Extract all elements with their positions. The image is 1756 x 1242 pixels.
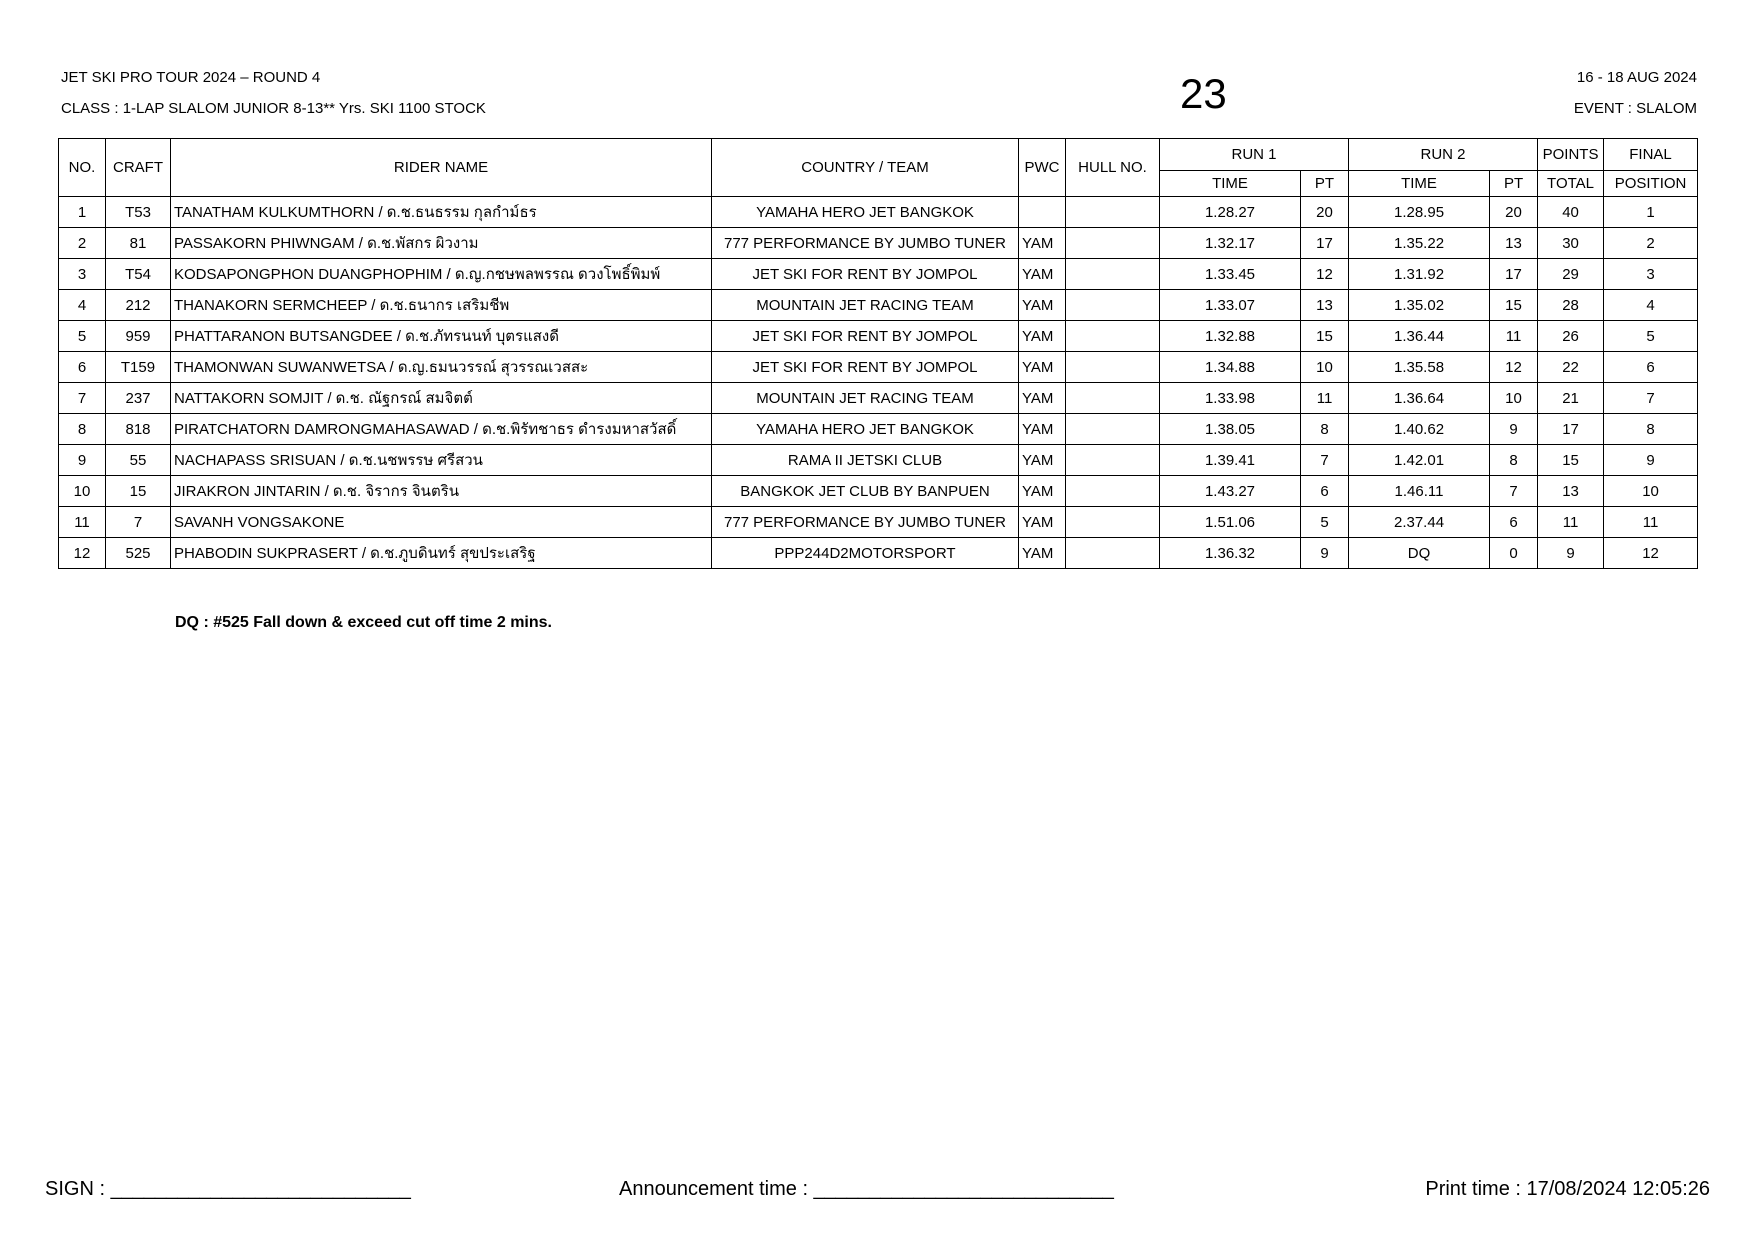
cell-hull: [1066, 228, 1160, 259]
cell-pwc: YAM: [1019, 538, 1066, 569]
event-dates: 16 - 18 AUG 2024: [1576, 69, 1697, 86]
table-row: [59, 259, 1698, 290]
header-country-team: COUNTRY / TEAM: [712, 139, 1019, 197]
cell-run2-time: 1.28.95: [1349, 197, 1490, 228]
header-points: POINTS: [1538, 139, 1604, 171]
cell-run2-time: 1.40.62: [1349, 414, 1490, 445]
table-row: [59, 290, 1698, 321]
cell-run2-time: 1.36.64: [1349, 383, 1490, 414]
cell-total: 30: [1538, 228, 1604, 259]
cell-rider: PHABODIN SUKPRASERT / ด.ช.ภูบดินทร์ สุขประเสริฐ: [171, 538, 712, 569]
cell-craft: 15: [106, 476, 171, 507]
cell-team: JET SKI FOR RENT BY JOMPOL: [712, 259, 1019, 290]
table-row: [59, 445, 1698, 476]
cell-rider: PASSAKORN PHIWNGAM / ด.ช.พัสกร ผิวงาม: [171, 228, 712, 259]
cell-run2-pt: 17: [1490, 259, 1538, 290]
table-row: [59, 414, 1698, 445]
header-position: POSITION: [1604, 171, 1698, 197]
cell-total: 9: [1538, 538, 1604, 569]
cell-no: 10: [59, 476, 106, 507]
cell-run2-time: 1.42.01: [1349, 445, 1490, 476]
cell-rider: PIRATCHATORN DAMRONGMAHASAWAD / ด.ช.พิรัทชาธร ดำรงมหาสวัสดิ์: [171, 414, 712, 445]
cell-no: 4: [59, 290, 106, 321]
cell-run1-time: 1.28.27: [1160, 197, 1301, 228]
cell-position: 9: [1604, 445, 1698, 476]
cell-craft: 7: [106, 507, 171, 538]
cell-run2-pt: 7: [1490, 476, 1538, 507]
cell-position: 6: [1604, 352, 1698, 383]
cell-run2-pt: 0: [1490, 538, 1538, 569]
cell-run2-pt: 9: [1490, 414, 1538, 445]
header-run-1: RUN 1: [1160, 139, 1349, 171]
cell-position: 3: [1604, 259, 1698, 290]
table-row: [59, 352, 1698, 383]
cell-no: 7: [59, 383, 106, 414]
cell-run1-time: 1.34.88: [1160, 352, 1301, 383]
cell-run1-time: 1.33.98: [1160, 383, 1301, 414]
cell-rider: NATTAKORN SOMJIT / ด.ช. ณัฐกรณ์ สมจิตต์: [171, 383, 712, 414]
cell-total: 22: [1538, 352, 1604, 383]
cell-total: 29: [1538, 259, 1604, 290]
table-row: [59, 197, 1698, 228]
cell-hull: [1066, 414, 1160, 445]
cell-position: 4: [1604, 290, 1698, 321]
cell-run1-time: 1.38.05: [1160, 414, 1301, 445]
cell-no: 11: [59, 507, 106, 538]
cell-craft: 818: [106, 414, 171, 445]
cell-craft: 212: [106, 290, 171, 321]
cell-run2-pt: 6: [1490, 507, 1538, 538]
cell-position: 8: [1604, 414, 1698, 445]
cell-craft: T53: [106, 197, 171, 228]
header-hull-no: HULL NO.: [1066, 139, 1160, 197]
cell-team: JET SKI FOR RENT BY JOMPOL: [712, 352, 1019, 383]
event-title: JET SKI PRO TOUR 2024 – ROUND 4: [61, 69, 321, 86]
cell-rider: JIRAKRON JINTARIN / ด.ช. จิรากร จินตริน: [171, 476, 712, 507]
cell-no: 1: [59, 197, 106, 228]
cell-team: MOUNTAIN JET RACING TEAM: [712, 383, 1019, 414]
cell-craft: 55: [106, 445, 171, 476]
cell-team: RAMA II JETSKI CLUB: [712, 445, 1019, 476]
cell-hull: [1066, 259, 1160, 290]
print-time: Print time : 17/08/2024 12:05:26: [1425, 1178, 1710, 1200]
cell-hull: [1066, 538, 1160, 569]
cell-total: 21: [1538, 383, 1604, 414]
cell-pwc: YAM: [1019, 321, 1066, 352]
sign-line: SIGN : ___________________________: [45, 1178, 411, 1200]
cell-pwc: YAM: [1019, 259, 1066, 290]
cell-craft: 237: [106, 383, 171, 414]
cell-team: 777 PERFORMANCE BY JUMBO TUNER: [712, 228, 1019, 259]
cell-pwc: YAM: [1019, 445, 1066, 476]
cell-position: 2: [1604, 228, 1698, 259]
cell-no: 12: [59, 538, 106, 569]
cell-craft: 959: [106, 321, 171, 352]
table-row: [59, 228, 1698, 259]
cell-run1-pt: 17: [1301, 228, 1349, 259]
cell-run1-time: 1.36.32: [1160, 538, 1301, 569]
cell-no: 6: [59, 352, 106, 383]
header-run2-pt: PT: [1490, 171, 1538, 197]
cell-run2-pt: 15: [1490, 290, 1538, 321]
cell-team: BANGKOK JET CLUB BY BANPUEN: [712, 476, 1019, 507]
cell-run1-time: 1.51.06: [1160, 507, 1301, 538]
cell-run2-pt: 20: [1490, 197, 1538, 228]
cell-team: 777 PERFORMANCE BY JUMBO TUNER: [712, 507, 1019, 538]
cell-run1-pt: 11: [1301, 383, 1349, 414]
cell-position: 11: [1604, 507, 1698, 538]
cell-run2-time: 1.36.44: [1349, 321, 1490, 352]
cell-hull: [1066, 476, 1160, 507]
cell-team: YAMAHA HERO JET BANGKOK: [712, 197, 1019, 228]
header-rider-name: RIDER NAME: [171, 139, 712, 197]
cell-run1-pt: 20: [1301, 197, 1349, 228]
cell-hull: [1066, 321, 1160, 352]
cell-run1-time: 1.32.17: [1160, 228, 1301, 259]
cell-rider: KODSAPONGPHON DUANGPHOPHIM / ด.ญ.กชษพลพรรณ ดวงโพธิ์พิมพ์: [171, 259, 712, 290]
cell-craft: 81: [106, 228, 171, 259]
cell-total: 13: [1538, 476, 1604, 507]
header-run-2: RUN 2: [1349, 139, 1538, 171]
class-line: CLASS : 1-LAP SLALOM JUNIOR 8-13** Yrs. SKI 1100 STOCK: [61, 100, 486, 117]
cell-run1-pt: 8: [1301, 414, 1349, 445]
cell-run1-time: 1.43.27: [1160, 476, 1301, 507]
cell-run1-time: 1.33.45: [1160, 259, 1301, 290]
cell-rider: SAVANH VONGSAKONE: [171, 507, 712, 538]
table-row: [59, 321, 1698, 352]
table-row: [59, 538, 1698, 569]
cell-hull: [1066, 352, 1160, 383]
cell-total: 17: [1538, 414, 1604, 445]
cell-total: 26: [1538, 321, 1604, 352]
cell-total: 11: [1538, 507, 1604, 538]
cell-no: 2: [59, 228, 106, 259]
announcement-time-line: Announcement time : ___________________________: [619, 1178, 1114, 1200]
cell-run1-pt: 12: [1301, 259, 1349, 290]
cell-run1-pt: 10: [1301, 352, 1349, 383]
cell-hull: [1066, 445, 1160, 476]
table-row: [59, 476, 1698, 507]
cell-no: 5: [59, 321, 106, 352]
cell-position: 10: [1604, 476, 1698, 507]
cell-craft: T54: [106, 259, 171, 290]
cell-craft: 525: [106, 538, 171, 569]
cell-pwc: YAM: [1019, 476, 1066, 507]
page-number: 23: [1180, 70, 1227, 117]
cell-run1-time: 1.33.07: [1160, 290, 1301, 321]
cell-hull: [1066, 507, 1160, 538]
cell-pwc: YAM: [1019, 228, 1066, 259]
cell-total: 28: [1538, 290, 1604, 321]
cell-pwc: YAM: [1019, 290, 1066, 321]
cell-run2-pt: 11: [1490, 321, 1538, 352]
cell-hull: [1066, 290, 1160, 321]
cell-rider: NACHAPASS SRISUAN / ด.ช.นชพรรษ ศรีสวน: [171, 445, 712, 476]
cell-run1-time: 1.39.41: [1160, 445, 1301, 476]
cell-run2-time: 1.35.58: [1349, 352, 1490, 383]
cell-rider: THANAKORN SERMCHEEP / ด.ช.ธนากร เสริมชีพ: [171, 290, 712, 321]
cell-pwc: YAM: [1019, 414, 1066, 445]
table-row: [59, 383, 1698, 414]
cell-no: 9: [59, 445, 106, 476]
cell-run2-pt: 8: [1490, 445, 1538, 476]
header-final: FINAL: [1604, 139, 1698, 171]
cell-no: 8: [59, 414, 106, 445]
cell-run2-time: 1.35.22: [1349, 228, 1490, 259]
cell-run2-time: 1.35.02: [1349, 290, 1490, 321]
cell-team: PPP244D2MOTORSPORT: [712, 538, 1019, 569]
cell-pwc: YAM: [1019, 507, 1066, 538]
event-type: EVENT : SLALOM: [1573, 100, 1697, 117]
cell-position: 5: [1604, 321, 1698, 352]
header-run2-time: TIME: [1349, 171, 1490, 197]
cell-position: 7: [1604, 383, 1698, 414]
dq-note: DQ : #525 Fall down & exceed cut off time 2 mins.: [175, 614, 552, 631]
cell-run1-pt: 5: [1301, 507, 1349, 538]
cell-run1-pt: 15: [1301, 321, 1349, 352]
cell-rider: THAMONWAN SUWANWETSA / ด.ญ.ธมนวรรณ์ สุวรรณเวสสะ: [171, 352, 712, 383]
cell-run2-pt: 12: [1490, 352, 1538, 383]
header-run1-time: TIME: [1160, 171, 1301, 197]
cell-run1-pt: 9: [1301, 538, 1349, 569]
cell-total: 40: [1538, 197, 1604, 228]
cell-total: 15: [1538, 445, 1604, 476]
cell-run2-time: 1.46.11: [1349, 476, 1490, 507]
cell-run2-time: 2.37.44: [1349, 507, 1490, 538]
cell-rider: TANATHAM KULKUMTHORN / ด.ช.ธนธรรม กุลกำม์ธร: [171, 197, 712, 228]
header-pwc: PWC: [1019, 139, 1066, 197]
header-run1-pt: PT: [1301, 171, 1349, 197]
cell-position: 1: [1604, 197, 1698, 228]
cell-hull: [1066, 197, 1160, 228]
header-craft: CRAFT: [106, 139, 171, 197]
cell-team: MOUNTAIN JET RACING TEAM: [712, 290, 1019, 321]
cell-team: YAMAHA HERO JET BANGKOK: [712, 414, 1019, 445]
cell-position: 12: [1604, 538, 1698, 569]
cell-run2-time: DQ: [1349, 538, 1490, 569]
cell-pwc: [1019, 197, 1066, 228]
cell-team: JET SKI FOR RENT BY JOMPOL: [712, 321, 1019, 352]
cell-run2-pt: 13: [1490, 228, 1538, 259]
header-total: TOTAL: [1538, 171, 1604, 197]
cell-run1-pt: 6: [1301, 476, 1349, 507]
cell-hull: [1066, 383, 1160, 414]
results-table: [58, 138, 1698, 569]
cell-pwc: YAM: [1019, 352, 1066, 383]
cell-craft: T159: [106, 352, 171, 383]
cell-run1-pt: 13: [1301, 290, 1349, 321]
cell-run2-pt: 10: [1490, 383, 1538, 414]
cell-rider: PHATTARANON BUTSANGDEE / ด.ช.ภัทรนนท์ บุตรแสงดี: [171, 321, 712, 352]
cell-run2-time: 1.31.92: [1349, 259, 1490, 290]
cell-run1-time: 1.32.88: [1160, 321, 1301, 352]
cell-no: 3: [59, 259, 106, 290]
table-row: [59, 507, 1698, 538]
cell-run1-pt: 7: [1301, 445, 1349, 476]
cell-pwc: YAM: [1019, 383, 1066, 414]
header-no: NO.: [59, 139, 106, 197]
